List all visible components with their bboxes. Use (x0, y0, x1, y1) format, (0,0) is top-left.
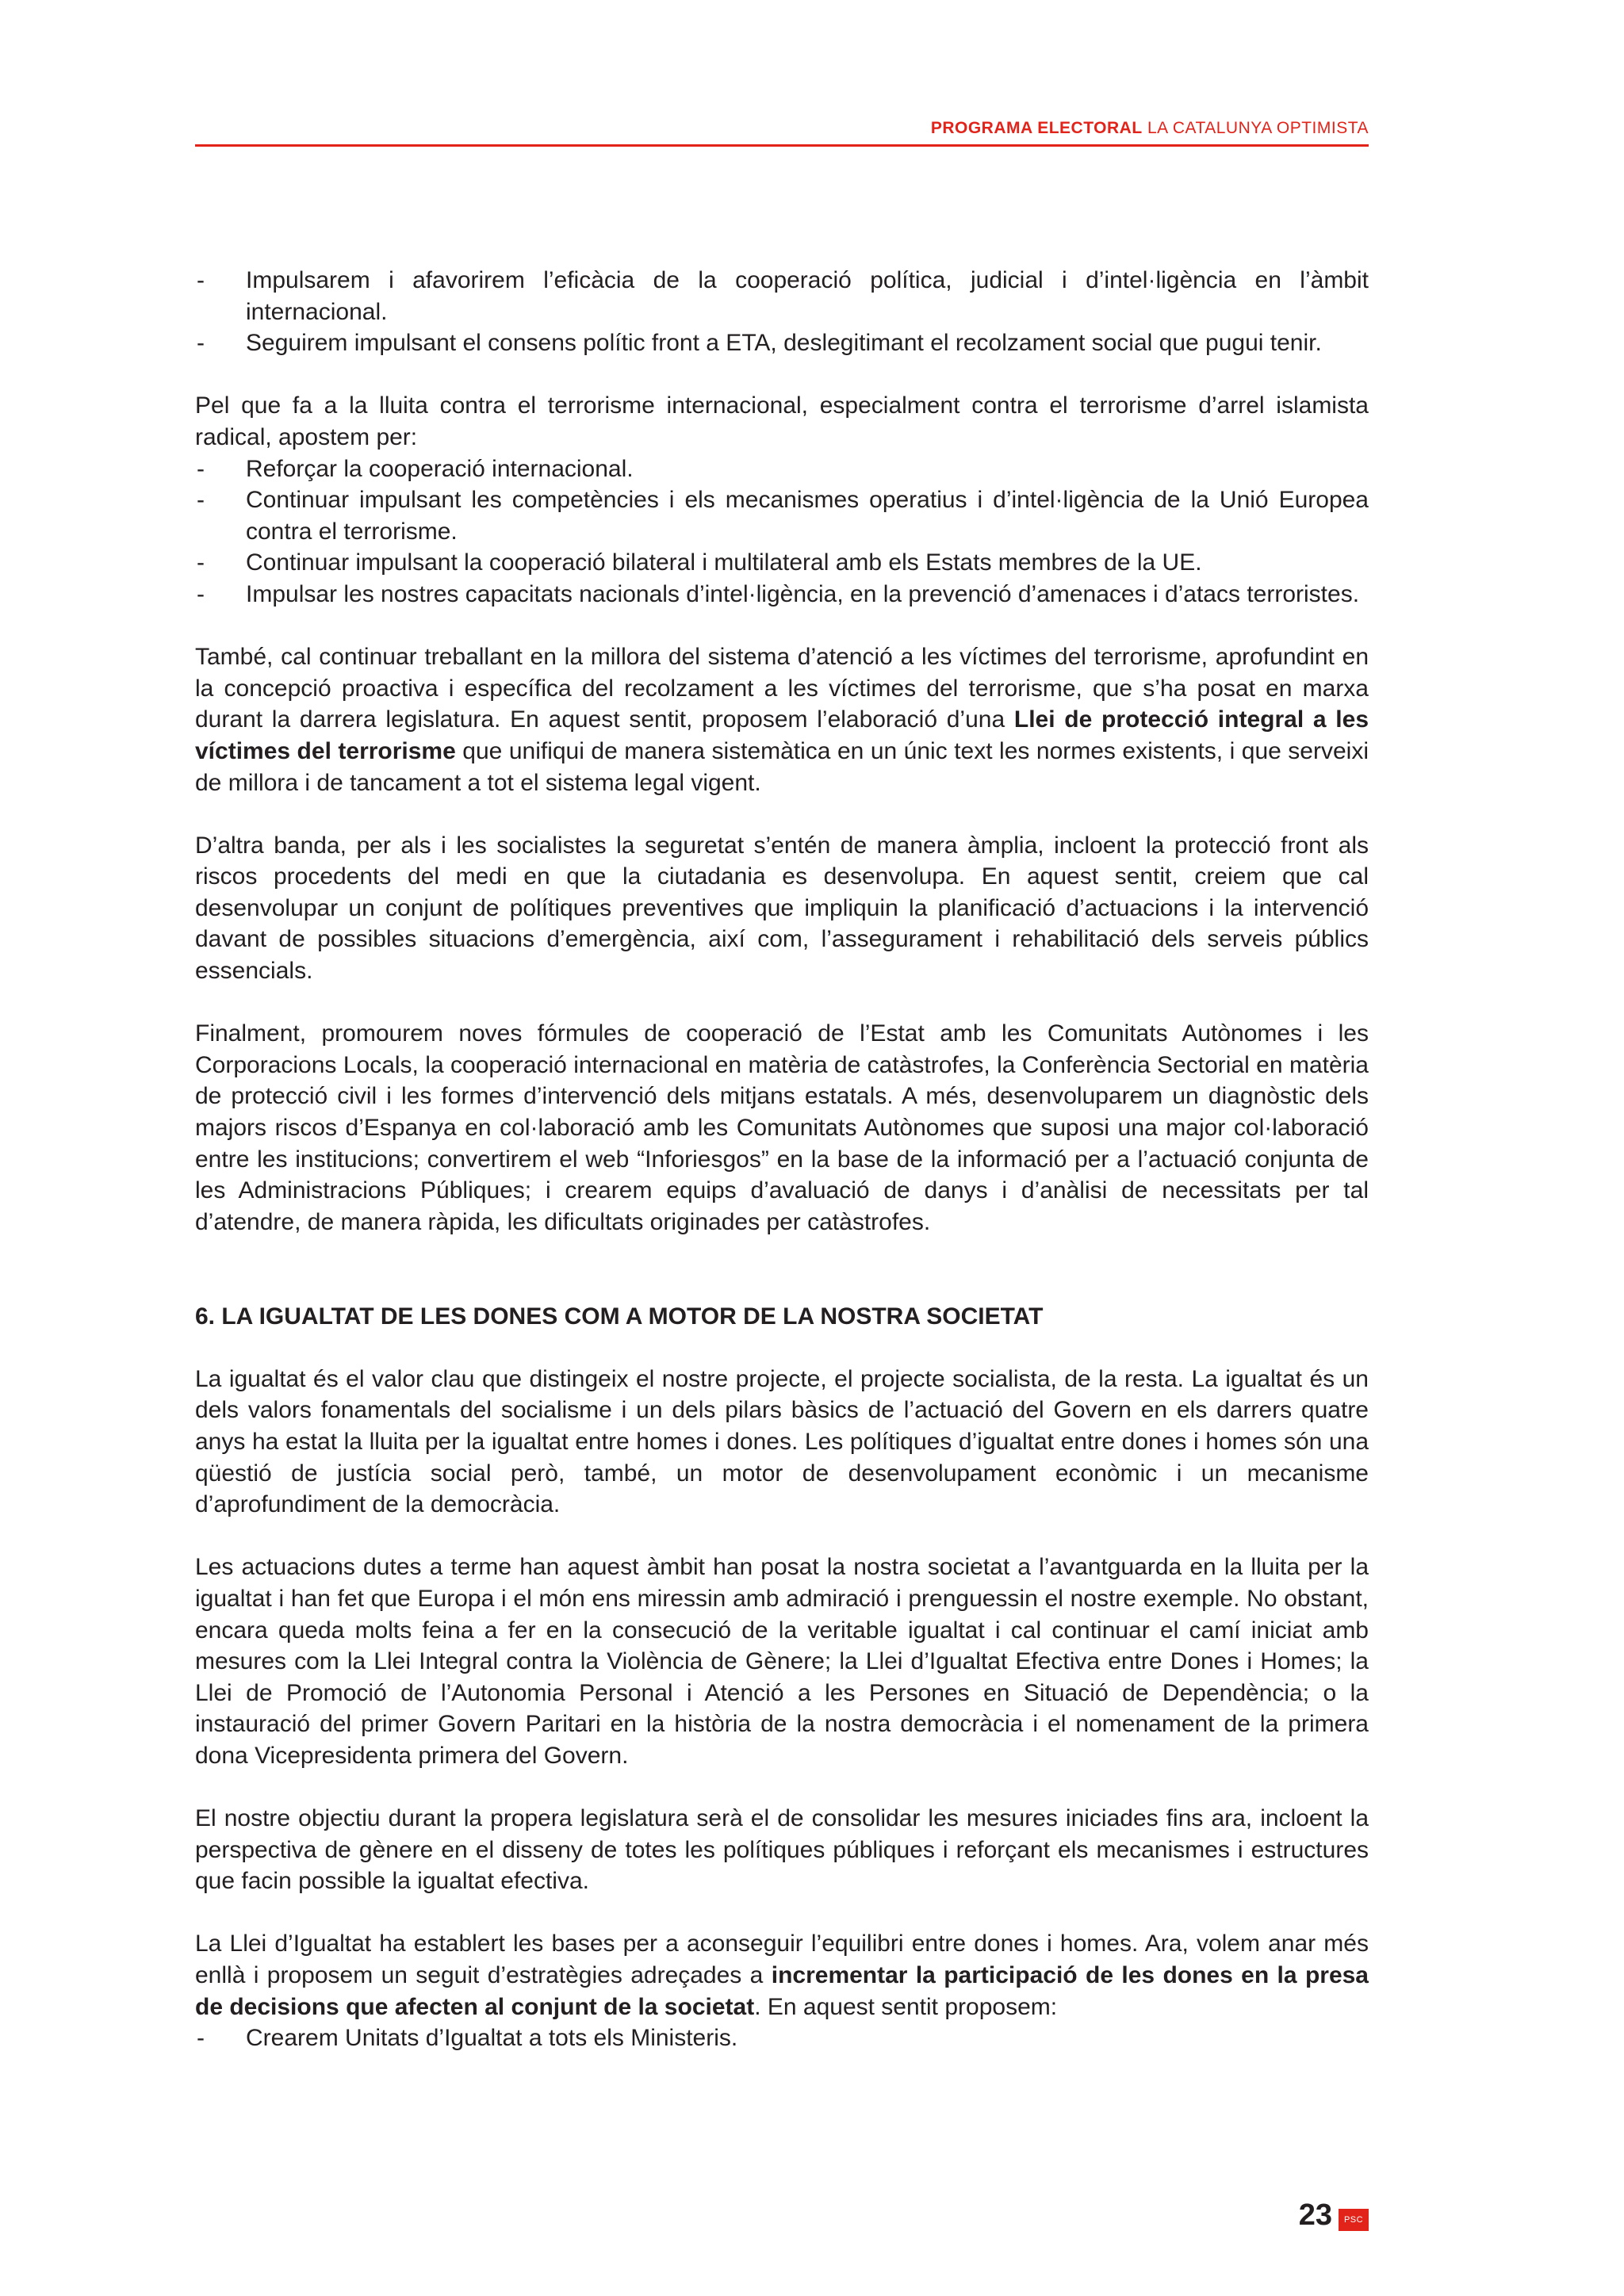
bullet-list-international-measures (195, 453, 1369, 610)
bullet-dash: - (197, 267, 205, 293)
list-item-text: Impulsarem i afavorirem l’eficàcia de la cooperació política, judicial i d’intel·ligència en l’àmbit internacional. (246, 267, 1369, 325)
list-item (195, 327, 1369, 359)
paragraph-victims-support (195, 641, 1369, 798)
psc-logo-badge: PSC (1339, 2209, 1369, 2231)
list-item (195, 484, 1369, 547)
list-item-text: Crearem Unitats d’Igualtat a tots els Ministeris. (246, 2025, 738, 2052)
bullet-list-equality-proposals (195, 2022, 1369, 2054)
list-item-text: Continuar impulsant la cooperació bilateral i multilateral amb els Estats membres de la UE. (246, 549, 1202, 576)
paragraph-emphasis: incrementar la participació de les dones en la presa de decisions que afecten al conjunt de la societat (195, 1962, 1369, 2020)
running-header (195, 119, 1369, 138)
list-item (195, 265, 1369, 327)
list-item (195, 2022, 1369, 2054)
bullet-dash: - (197, 549, 205, 576)
paragraph-equality-actions: Les actuacions dutes a terme han aquest àmbit han posat la nostra societat a l’avantguarda en la lluita per la igualtat i han fet que Europa i el món ens miressin amb admiració i prenguessin el nostre exemple. No obstant, encara queda molts feina a fer en la consecució de la veritable igualtat i cal continuar el camí iniciat amb mesures com la Llei Integral contra la Violència de Gènere; la Llei d’Igualtat Efectiva entre Dones i Homes; la Llei de Promoció de l’Autonomia Personal i Atenció a les Persones en Situació de Dependència; o la instauració del primer Govern Paritari en la història de la nostra democràcia i el nomenament de la primera dona Vicepresidenta primera del Govern. (195, 1554, 1369, 1769)
paragraph-equality-value: La igualtat és el valor clau que distingeix el nostre projecte, el projecte socialista, de la resta. La igualtat és un dels valors fonamentals del socialisme i un dels pilars bàsics de l’actuació del Govern en els darrers quatre anys ha estat la lluita per la igualtat entre homes i dones. Les polítiques d’igualtat entre dones i homes són una qüestió de justícia social però, també, un motor de desenvolupament econòmic i un mecanisme d’aprofundiment de la democràcia. (195, 1365, 1369, 1518)
list-item-text: Seguirem impulsant el consens polític front a ETA, deslegitimant el recolzament social que pugui tenir. (246, 330, 1322, 357)
bullet-dash: - (197, 330, 205, 357)
list-item (195, 547, 1369, 579)
body-text (195, 265, 1369, 2054)
bullet-dash: - (197, 487, 205, 514)
paragraph-text: que unifiqui de manera sistemàtica en un únic text les normes existents, i que serveixi de millora i de tancament a tot el sistema legal vigent. (195, 737, 1369, 796)
bullet-dash: - (197, 580, 205, 607)
list-item (195, 579, 1369, 610)
list-item (195, 453, 1369, 485)
list-item-text: Impulsar les nostres capacitats nacionals d’intel·ligència, en la prevenció d’amenaces i d’atacs terroristes. (246, 580, 1360, 607)
paragraph-text: També, cal continuar treballant en la millora del sistema d’atenció a les víctimes del terrorisme, aprofundint en la concepció proactiva i específica del recolzament a les víctimes del terrorisme, que s’ha posat en marxa durant la darrera legislatura. En aquest sentit, proposem l’elaboració d’una (195, 644, 1369, 733)
list-item-text: Continuar impulsant les competències i els mecanismes operatius i d’intel·ligència de la Unió Europea contra el terrorisme. (246, 487, 1369, 545)
paragraph-international-terrorism: Pel que fa a la lluita contra el terrorisme internacional, especialment contra el terrorisme d’arrel islamista radical, apostem per: (195, 392, 1369, 450)
page-number: 23 (1298, 2198, 1332, 2232)
paragraph-civil-protection: Finalment, promourem noves fórmules de cooperació de l’Estat amb les Comunitats Autònomes i les Corporacions Locals, la cooperació internacional en matèria de catàstrofes, la Conferència Sectorial en matèria de protecció civil i les formes d’intervenció dels mitjans estatals. A més, desenvoluparem un diagnòstic dels majors riscos d’Espanya en col·laboració amb les Comunitats Autònomes que suposi una major col·laboració entre les institucions; convertirem el web “Inforiesgos” en la base de la informació per a l’actuació conjunta de les Administracions Públiques; i crearem equips d’avaluació de danys i d’anàlisi de necessitats per tal d’atendre, de manera ràpida, les dificultats originades per catàstrofes. (195, 1020, 1369, 1235)
paragraph-equality-law (195, 1928, 1369, 2022)
paragraph-emphasis: Llei de protecció integral a les víctimes del terrorisme (195, 706, 1369, 764)
bullet-list-terrorism-cooperation (195, 265, 1369, 359)
bullet-dash: - (197, 2025, 205, 2052)
paragraph-security-risks: D’altra banda, per als i les socialistes la seguretat s’entén de manera àmplia, incloent la protecció front als riscos procedents del medi en que la ciutadania es desenvolupa. En aquest sentit, creiem que cal desenvolupar un conjunt de polítiques preventives que impliquin la planificació d’actuacions i la intervenció davant de possibles situacions d’emergència, així com, l’assegurament i rehabilitació dels serveis públics essencials. (195, 832, 1369, 985)
bullet-dash: - (197, 455, 205, 482)
paragraph-text: . En aquest sentit proposem: (754, 1993, 1058, 2020)
header-program-label: PROGRAMA ELECTORAL (930, 119, 1143, 137)
header-rule (195, 144, 1369, 147)
paragraph-equality-objective: El nostre objectiu durant la propera legislatura serà el de consolidar les mesures iniciades fins ara, incloent la perspectiva de gènere en el disseny de totes les polítiques públiques i reforçant els mecanismes i estructures que facin possible la igualtat efectiva. (195, 1805, 1369, 1895)
list-item-text: Reforçar la cooperació internacional. (246, 455, 634, 482)
header-title: LA CATALUNYA OPTIMISTA (1142, 119, 1369, 137)
section-heading: 6. LA IGUALTAT DE LES DONES COM A MOTOR DE LA NOSTRA SOCIETAT (195, 1303, 1044, 1330)
paragraph-text: La Llei d’Igualtat ha establert les bases per a aconseguir l’equilibri entre dones i homes. Ara, volem anar més enllà i proposem un seguit d’estratègies adreçades a (195, 1931, 1369, 1989)
